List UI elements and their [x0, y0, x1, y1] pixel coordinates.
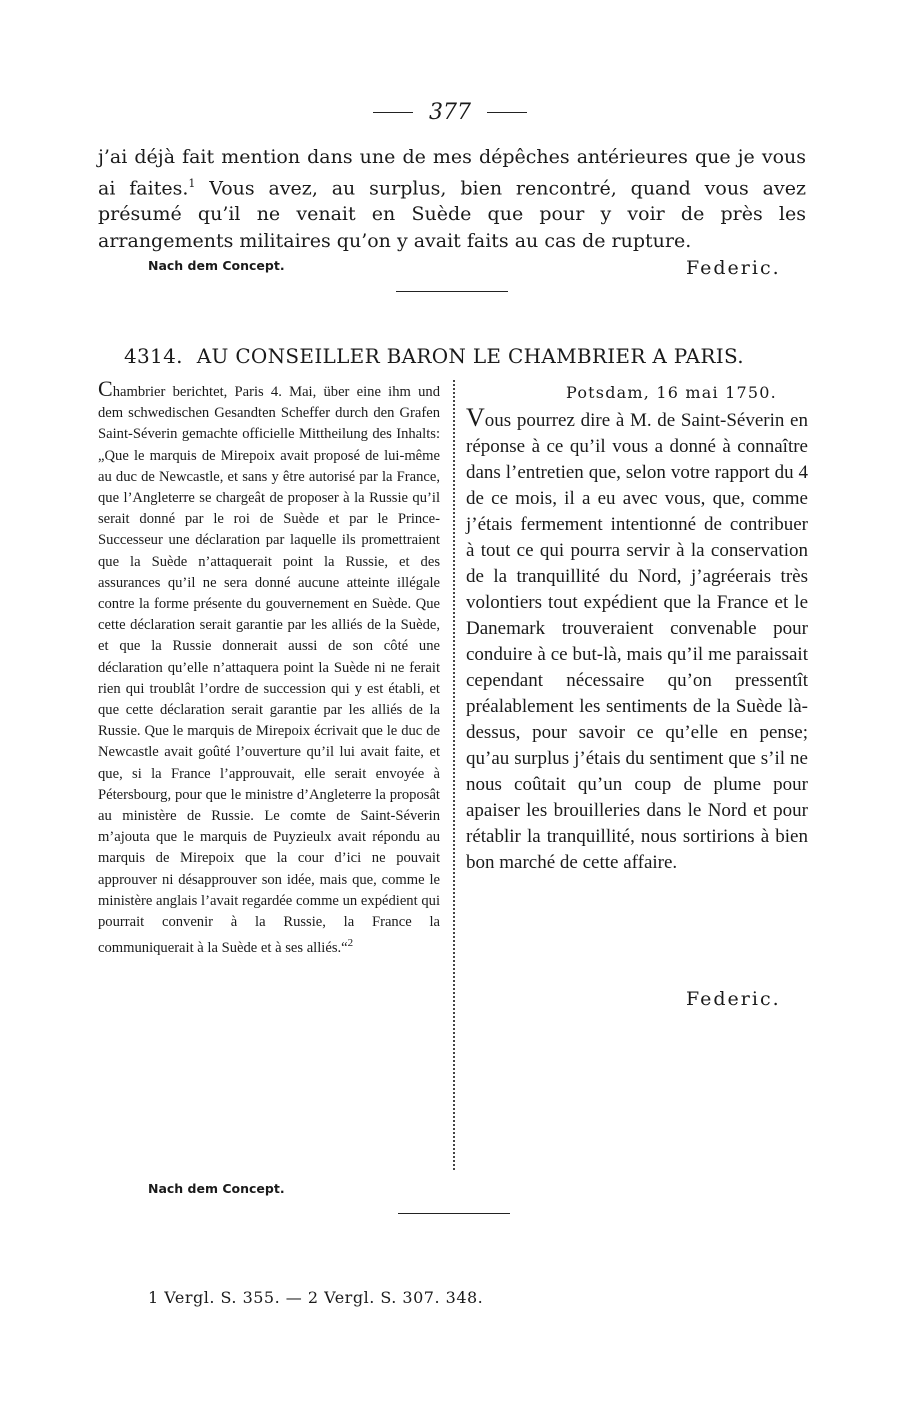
letter-heading — [124, 344, 824, 368]
continued-letter-text — [98, 144, 806, 254]
source-note-summary: Nach dem Concept. — [148, 1181, 285, 1196]
continued-text-part-1: j’ai déjà fait mention dans une de mes dépêches antérieures que je vous ai faites. — [98, 146, 806, 199]
header-rule-right — [487, 112, 527, 113]
footnote-marker-2: 2 — [347, 937, 354, 950]
body-dropcap: V — [466, 403, 485, 432]
page-header — [0, 100, 900, 125]
continued-text-part-2: Vous avez, au surplus, bien rencontré, quand vous avez présumé qu’il ne venait en Suède que pour y voir de près les arrangements militaires qu’on y avait faits au cas de rupture. — [98, 176, 806, 252]
summary-dropcap: C — [98, 376, 113, 401]
signature-top: Federic. — [686, 257, 781, 279]
letter-number: 4314. — [124, 344, 183, 368]
letter-body-text: ous pourrez dire à M. de Saint-Séverin en réponse à ce qu’il vous a donné à connaître dans l’entretien que, selon votre rapport du 4 de ce mois, il a eu avec vous, que, comme j’étais fermement intentionné de contribuer à tout ce qui pourra servir à la conservation de la tranquillité du Nord, j’agréerais très volontiers tout expédient que la France et le Danemark trouveraient convenable pour conduire à ce but-là, mais qu’il me paraissait cependant nécessaire qu’on pressentît préalablement les sentiments de la Suède là-dessus, pour savoir ce qu’elle en pense; qu’au surplus j’étais du sentiment que s’il ne nous coûtait qu’un coup de plume pour apaiser les brouilleries dans le Nord et pour rétablir la tranquillité, nous sortirions à bien bon marché de cette affaire. — [466, 410, 808, 873]
page-number: 377 — [429, 100, 471, 125]
header-rule-left — [373, 112, 413, 113]
letter-date: Potsdam, 16 mai 1750. — [566, 383, 777, 402]
summary-text: hambrier berichtet, Paris 4. Mai, über eine ihm und dem schwedischen Gesandten Scheffer durch den Grafen Saint-Séverin gemachte officielle Mittheilung des Inhalts: „Que le marquis de Mirepoix avait proposé de lui-même au duc de Newcastle, et sans y être autorisé par la France, que l’Angleterre se chargeât de proposer à la Russie qu’il serait donné par le roi de Suède et par le Prince-Successeur une déclaration par laquelle ils promettraient que la Suède n’attaquerait point la Russie, et des assurances qu’il ne sera donné aucune atteinte illégale contre la forme présente du gouvernement en Suède. Que cette déclaration serait garantie par les alliés de la Suède, et que la Russie donnerait aussi de son côté une déclaration qu’elle n’attaquera point la Suède ni ne ferait rien qui troublât l’ordre de succession qui y est établi, et que cette déclaration serait garantie par les alliés de la Russie. Que le marquis de Mirepoix écrivait que le duc de Newcastle avait goûté l’ouverture qu’il lui avait faite, et que, si la France l’approuvait, elle serait envoyée à Pétersbourg, pour que le ministre d’Angleterre la proposât au ministère de Russie. Le comte de Saint-Séverin m’ajouta que le marquis de Puyzieulx avait répondu au marquis de Mirepoix que la cour d’ici ne pouvait approuver ni désapprouver son idée, mais que, comme le ministère anglais l’avait regardée comme un expédient qui pourrait convenir à la Russie, la France la communiquerait à la Suède et à ses alliés.“ — [98, 384, 440, 957]
letter-body — [466, 405, 808, 876]
footnote-marker-1: 1 — [188, 176, 196, 190]
letter-title: AU CONSEILLER BARON LE CHAMBRIER A PARIS. — [196, 344, 744, 368]
source-note-top: Nach dem Concept. — [148, 258, 285, 273]
column-divider — [453, 380, 455, 1170]
summary-column — [98, 376, 440, 959]
section-separator-2 — [398, 1213, 510, 1214]
section-separator-1 — [396, 291, 508, 292]
signature-letter: Federic. — [686, 988, 781, 1010]
footnotes: 1 Vergl. S. 355. — 2 Vergl. S. 307. 348. — [148, 1288, 484, 1307]
